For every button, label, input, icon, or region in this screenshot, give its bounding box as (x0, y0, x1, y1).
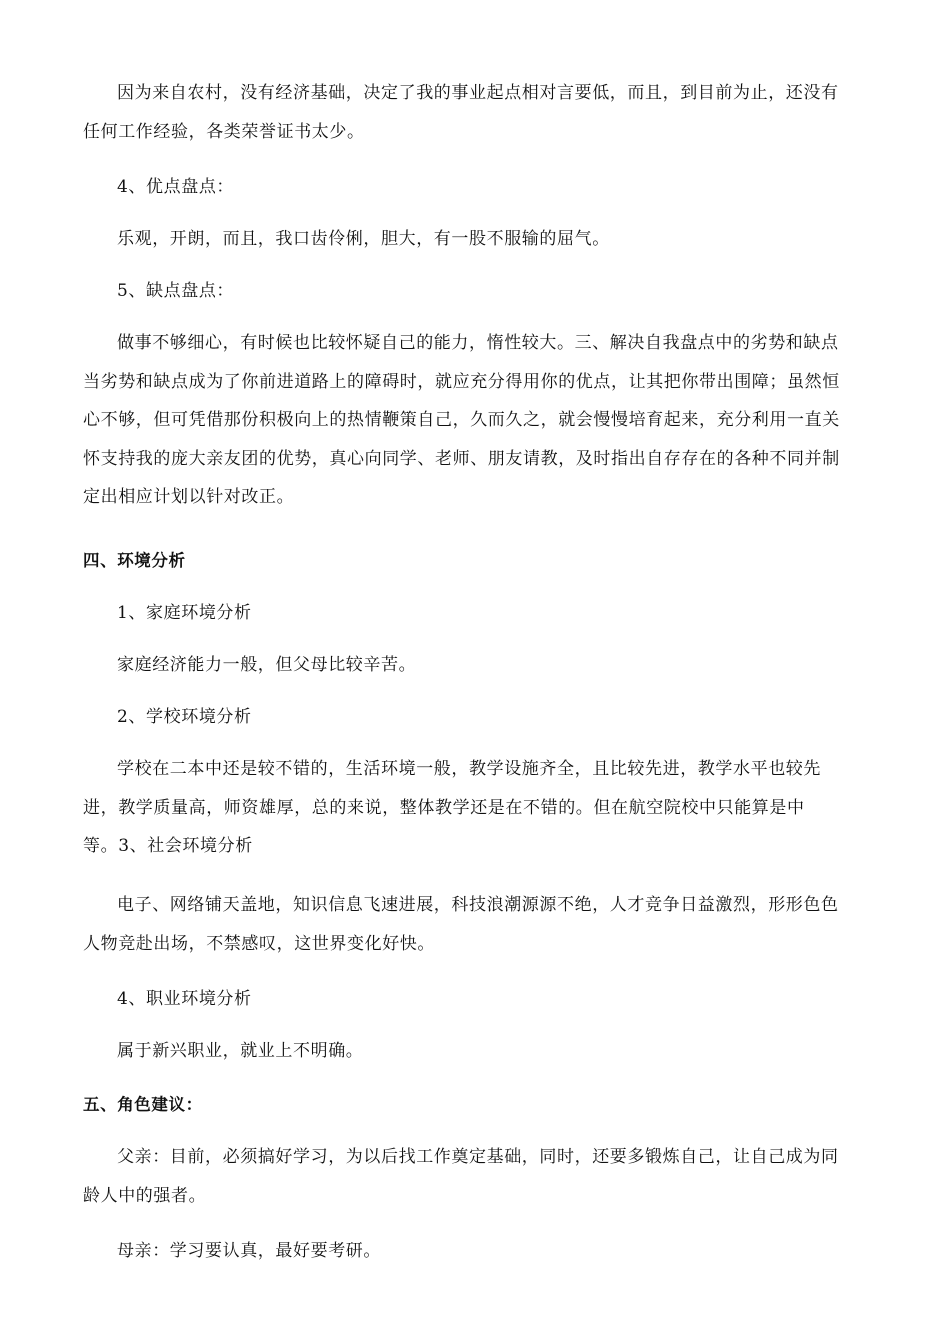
text-line: 当劣势和缺点成为了你前进道路上的障碍时，就应充分得用你的优点，让其把你带出围障；虽然恒 (83, 371, 840, 392)
family-env-body: 家庭经济能力一般，但父母比较辛苦。 (117, 655, 417, 675)
paragraph-background (83, 74, 863, 151)
text-line: 做事不够细心，有时候也比较怀疑自己的能力，惰性较大。三、解决自我盘点中的劣势和缺点 (117, 333, 839, 353)
career-env-body: 属于新兴职业，就业上不明确。 (117, 1041, 364, 1061)
father-advice (83, 1138, 863, 1215)
text-line: 父亲：目前，必须搞好学习，为以后找工作奠定基础，同时，还要多锻炼自己，让自己成为同 (117, 1147, 839, 1167)
text-line: 等。3、社会环境分析 (83, 836, 253, 856)
paragraph-weaknesses (83, 324, 863, 517)
text-line: 进，教学质量高，师资雄厚，总的来说，整体教学还是在不错的。但在航空院校中只能算是中 (83, 797, 805, 818)
school-env-body (83, 750, 863, 866)
text-line: 龄人中的强者。 (83, 1185, 207, 1206)
item-strengths-body: 乐观，开朗，而且，我口齿伶俐，胆大，有一股不服输的屈气。 (117, 229, 610, 249)
text-line: 学校在二本中还是较不错的，生活环境一般，教学设施齐全，且比较先进，教学水平也较先 (117, 759, 821, 779)
item-strengths-title: 4、优点盘点： (117, 177, 235, 197)
section-heading-roles: 五、角色建议： (83, 1095, 203, 1114)
text-line: 心不够，但可凭借那份积极向上的热情鞭策自己，久而久之，就会慢慢培育起来，充分利用一直关 (83, 410, 840, 430)
society-env-body (83, 886, 863, 963)
career-env-title: 4、职业环境分析 (117, 989, 252, 1009)
school-env-title: 2、学校环境分析 (117, 707, 252, 727)
text-line: 人物竞赴出场，不禁感叹，这世界变化好快。 (83, 933, 435, 954)
mother-advice: 母亲：学习要认真，最好要考研。 (117, 1241, 381, 1261)
section-heading-environment: 四、环境分析 (83, 551, 186, 570)
family-env-title: 1、家庭环境分析 (117, 603, 252, 623)
text-line: 电子、网络铺天盖地，知识信息飞速进展，科技浪潮源源不绝，人才竞争日益激烈，形形色色 (117, 895, 839, 915)
text-line: 因为来自农村，没有经济基础，决定了我的事业起点相对言要低，而且，到目前为止，还没有 (117, 83, 839, 103)
text-line: 怀支持我的庞大亲友团的优势，真心向同学、老师、朋友请教，及时指出自存存在的各种不同并制 (83, 448, 840, 469)
text-line: 任何工作经验，各类荣誉证书太少。 (83, 121, 365, 142)
item-weaknesses-title: 5、缺点盘点： (117, 281, 235, 301)
text-line: 定出相应计划以针对改正。 (83, 487, 295, 507)
